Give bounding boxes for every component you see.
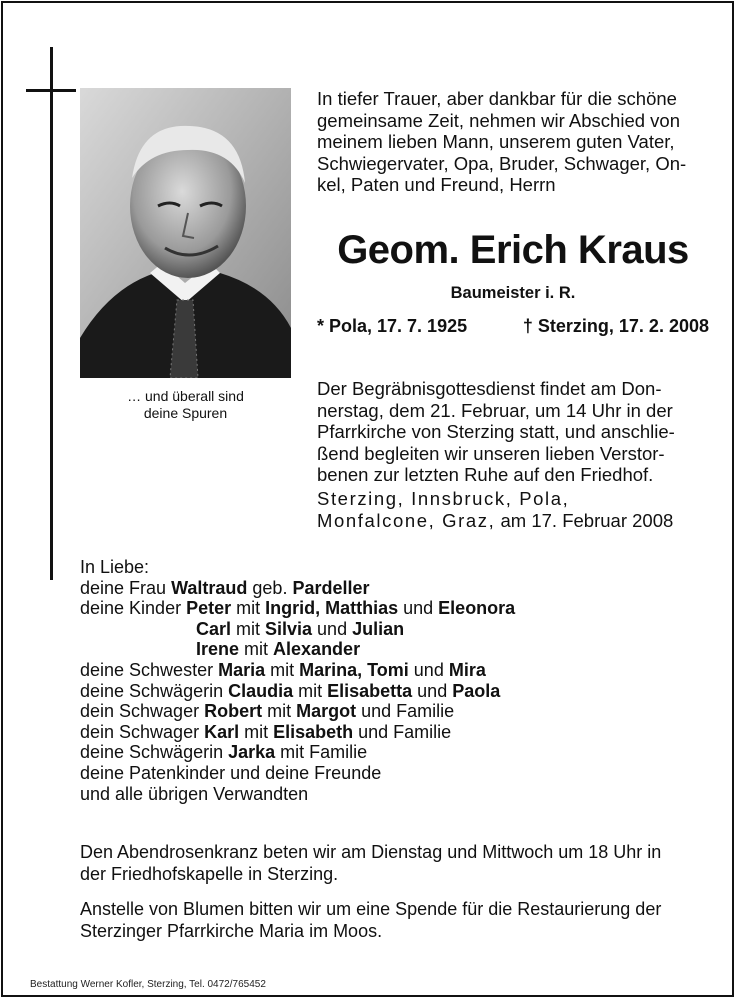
intro-line: In tiefer Trauer, aber dankbar für die schöne (317, 88, 677, 109)
death-date: † Sterzing, 17. 2. 2008 (522, 316, 709, 336)
funeral-line: benen zur letzten Ruhe auf den Friedhof. (317, 464, 654, 485)
connector: geb. (247, 577, 293, 598)
family-row: deine Patenkinder und deine Freunde (80, 762, 382, 783)
notice-line: Anstelle von Blumen bitten wir um eine Spende für die Restaurierung der (80, 899, 662, 919)
person: Julian (352, 618, 405, 639)
cross-icon-bar (26, 89, 76, 92)
connector: und Familie (353, 721, 452, 742)
person: Carl (196, 618, 232, 639)
connector: mit (231, 598, 266, 619)
notice-line: Den Abendrosenkranz beten wir am Dienstag und Mittwoch um 18 Uhr in (80, 842, 662, 862)
connector: mit (293, 680, 328, 701)
connector: und (398, 598, 439, 619)
caption-line: deine Spuren (143, 405, 228, 421)
intro-line: meinem lieben Mann, unserem guten Vater, (317, 131, 675, 152)
portrait-photo (80, 88, 291, 378)
family-row (80, 619, 720, 640)
notice-line: der Friedhofskapelle in Sterzing. (80, 863, 339, 884)
family-row (80, 598, 720, 619)
family-row (80, 578, 720, 599)
person: Maria (218, 659, 266, 680)
place-cities: Monfalcone, Graz, (317, 509, 496, 531)
funeral-line: Der Begräbnisgottesdienst findet am Don- (317, 378, 662, 399)
connector: und Familie (356, 701, 455, 722)
place-date (317, 488, 709, 531)
deceased-name: Geom. Erich Kraus (337, 228, 689, 272)
funeral-home-footer: Bestattung Werner Kofler, Sterzing, Tel. 0472/765452 (30, 979, 266, 990)
person: Karl (204, 721, 240, 742)
family-list (80, 557, 720, 804)
donation-notice (80, 899, 710, 942)
person: Marina, Tomi (299, 659, 409, 680)
connector: mit (239, 639, 274, 660)
family-row (80, 639, 720, 660)
connector: mit Familie (275, 742, 368, 763)
person: Eleonora (438, 598, 516, 619)
cross-icon (50, 47, 53, 580)
person: Elisabetta (327, 680, 413, 701)
portrait-image (80, 88, 291, 378)
connector: mit (231, 618, 266, 639)
relation: deine Kinder (80, 598, 187, 619)
place-line-2 (317, 510, 709, 532)
person: Peter (186, 598, 232, 619)
person: Margot (296, 701, 357, 722)
relation: deine Schwägerin (80, 742, 229, 763)
person: Alexander (273, 639, 361, 660)
connector: mit (239, 721, 274, 742)
caption-line: … und überall sind (127, 388, 244, 404)
funeral-text (317, 378, 709, 486)
family-row: und alle übrigen Verwandten (80, 783, 309, 804)
notice-line: Sterzinger Pfarrkirche Maria im Moos. (80, 920, 383, 941)
person: Claudia (228, 680, 294, 701)
family-row (80, 722, 720, 743)
connector: mit (262, 701, 297, 722)
person: Waltraud (171, 577, 248, 598)
person: Pardeller (292, 577, 370, 598)
intro-line: Schwiegervater, Opa, Bruder, Schwager, On- (317, 152, 687, 174)
deceased-title: Baumeister i. R. (450, 284, 576, 302)
notice-date: am 17. Februar 2008 (495, 509, 674, 531)
person: Irene (196, 639, 240, 660)
person: Robert (204, 701, 263, 722)
funeral-line: ßend begleiten wir unseren lieben Verstor- (317, 442, 665, 464)
person: Mira (448, 659, 486, 680)
place-line: Sterzing, Innsbruck, Pola, (317, 488, 570, 509)
family-row (80, 742, 720, 763)
family-row (80, 681, 720, 702)
connector: mit (265, 659, 300, 680)
connector: und (412, 680, 453, 701)
relation: deine Schwägerin (80, 680, 229, 701)
relation: deine Frau (80, 577, 172, 598)
person: Paola (452, 680, 501, 701)
relation: deine Schwester (80, 659, 219, 680)
relation: dein Schwager (80, 701, 205, 722)
family-heading: In Liebe: (80, 557, 150, 577)
person: Ingrid, Matthias (265, 598, 399, 619)
family-row (80, 701, 720, 722)
person: Silvia (265, 618, 313, 639)
intro-line: gemeinsame Zeit, nehmen wir Abschied von (317, 109, 680, 131)
photo-caption (80, 388, 291, 422)
person: Elisabeth (273, 721, 354, 742)
connector: und (408, 659, 449, 680)
connector: und (312, 618, 353, 639)
person: Jarka (228, 742, 276, 763)
life-dates (317, 316, 709, 337)
rosary-notice (80, 842, 710, 885)
birth-date: * Pola, 17. 7. 1925 (317, 316, 468, 336)
funeral-line: Pfarrkirche von Sterzing statt, und anschlie- (317, 421, 675, 442)
funeral-line: nerstag, dem 21. Februar, um 14 Uhr in der (317, 399, 673, 421)
intro-line: kel, Paten und Freund, Herrn (317, 174, 556, 195)
relation: dein Schwager (80, 721, 205, 742)
family-row (80, 660, 720, 681)
intro-text (317, 88, 709, 196)
